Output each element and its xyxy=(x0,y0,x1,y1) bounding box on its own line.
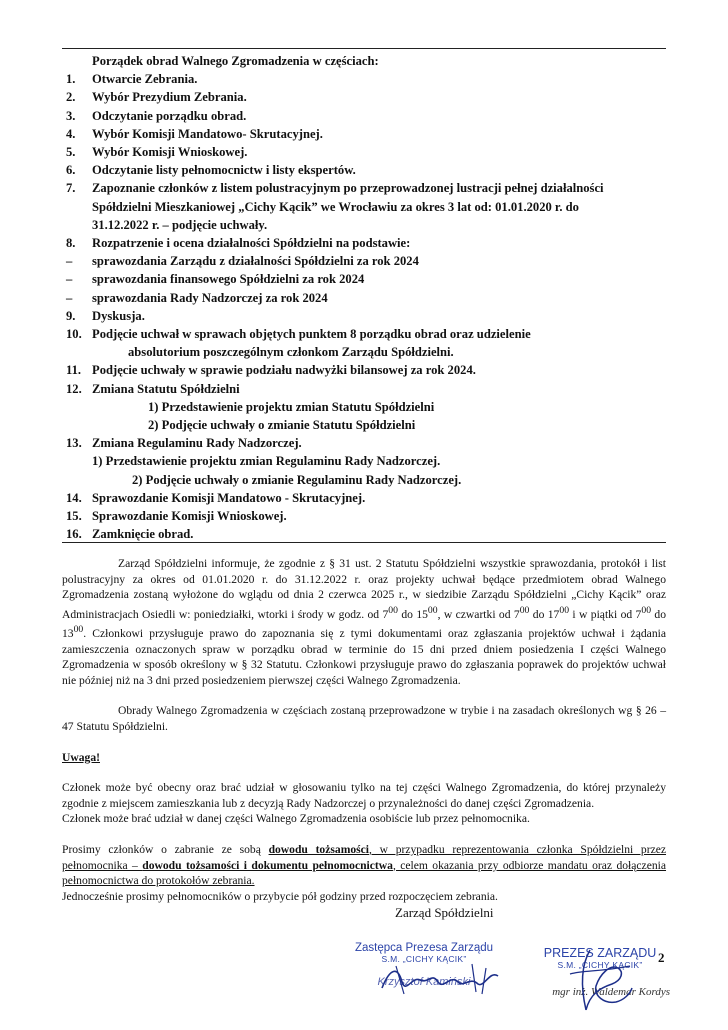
emphasis: dowodu tożsamości i dokumentu pełnomocnictwa xyxy=(142,858,393,872)
emphasis: dowodu tożsamości xyxy=(268,843,370,857)
agenda-item xyxy=(66,143,666,161)
item-text: Odczytanie listy pełnomocnictw i listy ekspertów. xyxy=(92,163,356,178)
item-number: 10. xyxy=(66,327,82,342)
item-number: 14. xyxy=(66,490,82,505)
item-text: Odczytanie porządku obrad. xyxy=(92,108,247,123)
agenda-item xyxy=(66,107,666,125)
item-number: 9. xyxy=(66,308,76,323)
handwritten-signature-icon xyxy=(560,944,640,1024)
item-text: Zmiana Regulaminu Rady Nadzorczej. xyxy=(92,436,302,451)
agenda-item xyxy=(66,434,666,452)
notice-paragraph: Członek może brać udział w danej części Walnego Zgromadzenia osobiście lub przez pełnomocnika. xyxy=(62,812,530,826)
text-run: , w przypadku reprezentowania członka Spółdzielni przez pełnomocnika – xyxy=(62,843,667,872)
item-text: Dyskusja. xyxy=(92,308,145,323)
text-run: , w czwartki od 7 xyxy=(437,607,520,621)
superscript: 00 xyxy=(73,624,84,636)
item-number: 11. xyxy=(66,363,82,378)
item-text: Zapoznanie członków z listem polustracyjnym po przeprowadzonej lustracji pełnej działalności xyxy=(92,181,604,196)
item-number: 6. xyxy=(66,163,76,178)
item-text: Wybór Prezydium Zebrania. xyxy=(92,90,247,105)
item-text: Otwarcie Zebrania. xyxy=(92,72,198,87)
agenda-subitem xyxy=(66,289,666,307)
text-run: , celem okazania przy odbiorze mandatu oraz dołączenia pełnomocnictwa do protokołów zebrania. xyxy=(62,858,667,888)
agenda-item xyxy=(66,325,666,361)
agenda-item xyxy=(66,307,666,325)
superscript: 00 xyxy=(388,604,398,616)
item-number: 2. xyxy=(66,90,76,105)
stamp-name: Krzysztof Kamiński xyxy=(377,976,471,988)
agenda-subpoint: 1) Przedstawienie projektu zmian Regulaminu Rady Nadzorczej. xyxy=(92,454,441,469)
agenda-title: Porządek obrad Walnego Zgromadzenia w częściach: xyxy=(92,54,379,68)
item-number: 3. xyxy=(66,108,76,123)
item-dash: – xyxy=(66,272,73,287)
item-text: Sprawozdanie Komisji Mandatowo - Skrutacyjnej. xyxy=(92,490,366,505)
text-run: i w piątki od 7 xyxy=(569,607,642,621)
section-divider xyxy=(62,542,666,543)
warning-heading: Uwaga! xyxy=(62,750,100,764)
text-run: do 17 xyxy=(529,607,560,621)
handwritten-signature-icon xyxy=(376,958,506,1002)
item-number: 4. xyxy=(66,126,76,141)
agenda-item xyxy=(66,489,666,507)
agenda-item xyxy=(66,125,666,143)
text-run: do 15 xyxy=(397,607,428,621)
agenda xyxy=(66,52,666,543)
agenda-item xyxy=(66,88,666,106)
superscript: 00 xyxy=(641,604,652,616)
superscript: 00 xyxy=(427,604,438,616)
item-text: Zamknięcie obrad. xyxy=(92,527,194,542)
item-number: 15. xyxy=(66,509,82,524)
agenda-subpoint: 1) Przedstawienie projektu zmian Statutu Spółdzielni xyxy=(148,399,435,414)
item-number: 16. xyxy=(66,527,82,542)
item-number: 5. xyxy=(66,145,76,160)
stamp-name: mgr inż. Waldemar Kordys xyxy=(552,986,670,998)
item-text: sprawozdania Rady Nadzorczej za rok 2024 xyxy=(92,290,328,305)
item-text: Podjęcie uchwał w sprawach objętych punktem 8 porządku obrad oraz udzielenie xyxy=(92,327,531,342)
board-signature: Zarząd Spółdzielni xyxy=(395,905,494,920)
item-number: 13. xyxy=(66,436,82,451)
stamp-org: S.M. „CICHY KĄCIK” xyxy=(557,960,643,970)
item-dash: – xyxy=(66,254,73,269)
top-divider xyxy=(62,48,666,49)
agenda-subpoint: 2) Podjęcie uchwały o zmianie Regulaminu Rady Nadzorczej. xyxy=(132,472,462,487)
item-continuation: 31.12.2022 r. – podjęcie uchwały. xyxy=(92,217,268,232)
item-text: Sprawozdanie Komisji Wnioskowej. xyxy=(92,509,287,524)
notice-paragraph: Obrady Walnego Zgromadzenia w częściach zostaną przeprowadzone w trybie i na zasadach określonych wg § 26 – 47 Statutu Spółdzielni. xyxy=(62,704,666,734)
notice-paragraph: Jednocześnie prosimy pełnomocników o przybycie pół godziny przed rozpoczęciem zebrania. xyxy=(62,889,498,903)
item-text: Podjęcie uchwały w sprawie podziału nadwyżki bilansowej za rok 2024. xyxy=(92,363,476,378)
stamp-org: S.M. „CICHY KĄCIK” xyxy=(381,954,467,964)
agenda-item xyxy=(66,179,666,234)
text-run: Zarząd Spółdzielni informuje, że zgodnie z § 31 ust. 2 Statutu Spółdzielni wszystkie sprawozdania, protokół i list polustracyjny za okres od 01.01.2020 r. do 31.12.2022 r. oraz projekty uchwał będące przedmiotem obrad Walnego Zgromadzenia zostaną wyłożone do wglądu od dnia 2 czerwca 2025 r., w siedzibie Zarządu Spółdzielni „Cichy Kącik” oraz Administracjach Osiedli w: poniedziałki, wtorki i środy w godz. od 7 xyxy=(62,557,666,621)
agenda-item xyxy=(66,70,666,88)
notice-paragraph xyxy=(62,556,666,688)
item-continuation: Spółdzielni Mieszkaniowej „Cichy Kącik” we Wrocławiu za okres 3 lat od: 01.01.2020 r. do xyxy=(92,199,579,214)
item-number: 12. xyxy=(66,381,82,396)
agenda-item xyxy=(66,161,666,179)
item-text: sprawozdania Zarządu z działalności Spółdzielni za rok 2024 xyxy=(92,254,419,269)
page-number: 2 xyxy=(658,950,665,965)
agenda-item xyxy=(66,361,666,379)
item-number: 1. xyxy=(66,72,76,87)
superscript: 00 xyxy=(519,604,530,616)
item-dash: – xyxy=(66,290,73,305)
text-run: Prosimy członków o zabranie ze sobą xyxy=(62,843,269,857)
agenda-item xyxy=(66,507,666,525)
item-text: Rozpatrzenie i ocena działalności Spółdzielni na podstawie: xyxy=(92,236,411,251)
item-text: Zmiana Statutu Spółdzielni xyxy=(92,381,240,396)
item-continuation: absolutorium poszczególnym członkom Zarządu Spółdzielni. xyxy=(128,345,454,360)
notice-paragraph xyxy=(62,842,666,889)
item-text: sprawozdania finansowego Spółdzielni za rok 2024 xyxy=(92,272,365,287)
item-number: 7. xyxy=(66,181,76,196)
text-run: do 13 xyxy=(62,607,667,641)
agenda-subitem xyxy=(66,270,666,288)
text-run: . Członkowi przysługuje prawo do zapoznania się z tymi dokumentami oraz zgłaszania projektów uchwał i żądania zamieszczenia oznaczonych spraw w porządku obrad w terminie do 15 dni przed dniem posiedzenia I części Walnego Zgromadzenia w sposób określony w § 32 Statutu. Członkowi przysługuje prawo do zgłaszania poprawek do projektów uchwał nie później niż na 3 dni przed posiedzeniem pierwszej części Walnego Zgromadzenia. xyxy=(62,627,666,687)
notice-paragraph: Członek może być obecny oraz brać udział w głosowaniu tylko na tej części Walnego Zgromadzenia, do której przynależy zgodnie z miejscem zamieszkania lub z decyzją Rady Nadzorczej o przynależności do danej części Zgromadzenia. xyxy=(62,781,666,810)
agenda-item xyxy=(66,234,666,252)
superscript: 00 xyxy=(559,604,570,616)
stamp-title: PREZES ZARZĄDU xyxy=(543,946,657,960)
item-number: 8. xyxy=(66,236,76,251)
item-text: Wybór Komisji Wnioskowej. xyxy=(92,145,248,160)
notice-body xyxy=(62,556,666,904)
agenda-subpoint: 2) Podjęcie uchwały o zmianie Statutu Spółdzielni xyxy=(148,418,416,433)
agenda-subitem xyxy=(66,252,666,270)
item-text: Wybór Komisji Mandatowo- Skrutacyjnej. xyxy=(92,126,323,141)
stamp-title: Zastępca Prezesa Zarządu xyxy=(354,942,494,954)
agenda-item xyxy=(66,525,666,543)
agenda-item xyxy=(66,380,666,398)
